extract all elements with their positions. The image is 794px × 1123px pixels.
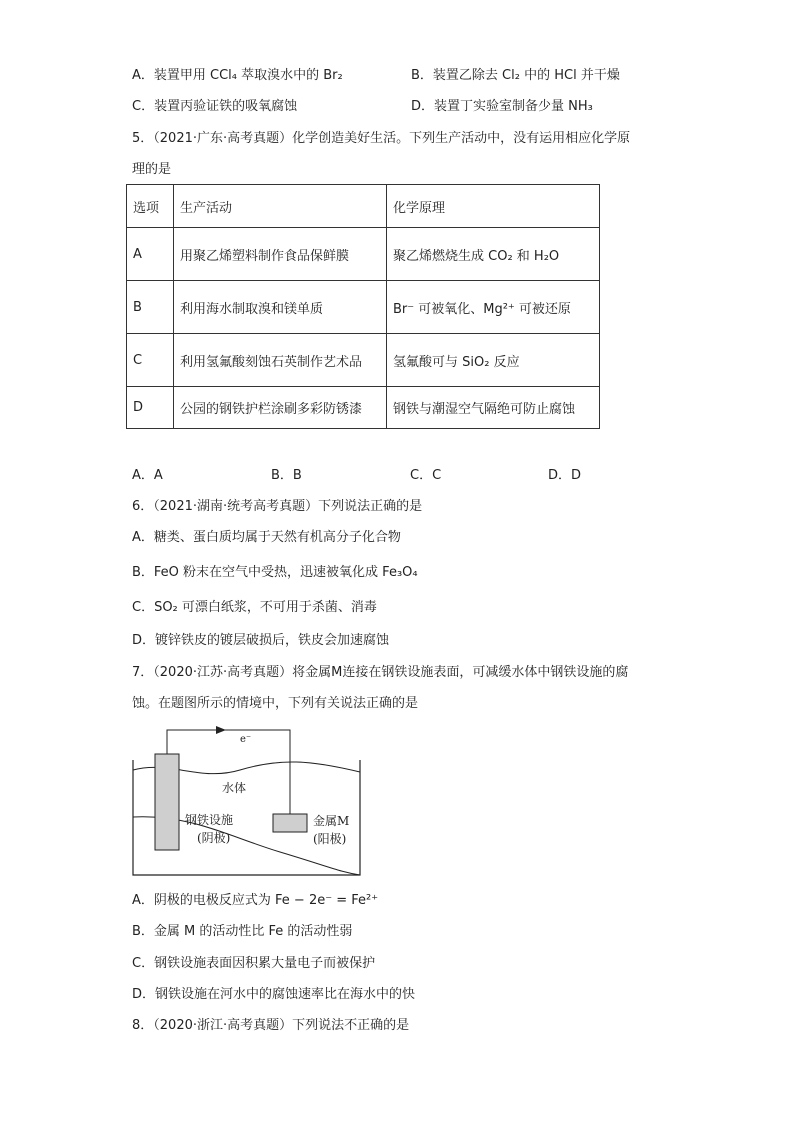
q4-option-c: C．装置丙验证铁的吸氧腐蚀 <box>132 99 298 114</box>
row-principle: Br⁻ 可被氧化、Mg²⁺ 可被还原 <box>387 281 600 334</box>
q4-option-a: A．装置甲用 CCl₄ 萃取溴水中的 Br₂ <box>132 68 343 83</box>
q7-stem-line1: 7．（2020·江苏·高考真题）将金属M连接在钢铁设施表面，可减缓水体中钢铁设施的腐 <box>132 665 629 680</box>
q6-option-b: B．FeO 粉末在空气中受热，迅速被氧化成 Fe₃O₄ <box>132 565 418 580</box>
steel-role-label: (阴极) <box>197 831 231 845</box>
q4-option-d: D．装置丁实验室制备少量 NH₃ <box>411 99 593 114</box>
q4-option-b: B．装置乙除去 Cl₂ 中的 HCl 并干燥 <box>411 68 620 83</box>
q7-option-c: C．钢铁设施表面因积累大量电子而被保护 <box>132 956 376 971</box>
table-row <box>127 281 600 334</box>
corrosion-protection-diagram <box>130 722 365 880</box>
connecting-wire <box>167 730 290 814</box>
q5-choice-a: A．A <box>132 468 163 483</box>
row-activity: 利用海水制取溴和镁单质 <box>174 281 387 334</box>
q5-choice-b: B．B <box>271 468 302 483</box>
q6-stem: 6．（2021·湖南·统考高考真题）下列说法正确的是 <box>132 499 423 514</box>
row-principle: 氢氟酸可与 SiO₂ 反应 <box>387 334 600 387</box>
q5-stem-line1: 5．（2021·广东·高考真题）化学创造美好生活。下列生产活动中，没有运用相应化学原 <box>132 131 631 146</box>
row-principle: 聚乙烯燃烧生成 CO₂ 和 H₂O <box>387 228 600 281</box>
q7-option-b: B．金属 M 的活动性比 Fe 的活动性弱 <box>132 924 353 939</box>
q6-option-c: C．SO₂ 可漂白纸浆，不可用于杀菌、消毒 <box>132 600 377 615</box>
q8-stem: 8．（2020·浙江·高考真题）下列说法不正确的是 <box>132 1018 410 1033</box>
q5-table <box>126 184 600 429</box>
row-principle: 钢铁与潮湿空气隔绝可防止腐蚀 <box>387 387 600 429</box>
row-activity: 用聚乙烯塑料制作食品保鲜膜 <box>174 228 387 281</box>
row-option: B <box>127 281 174 334</box>
header-option: 选项 <box>127 185 174 228</box>
q7-option-a: A．阴极的电极反应式为 Fe − 2e⁻ = Fe²⁺ <box>132 893 379 908</box>
table-header-row <box>127 185 600 228</box>
table-row <box>127 387 600 429</box>
table-row <box>127 228 600 281</box>
metal-m-role-label: (阳极) <box>313 832 347 846</box>
q7-stem-line2: 蚀。在题图所示的情境中，下列有关说法正确的是 <box>132 696 419 711</box>
row-option: C <box>127 334 174 387</box>
water-label: 水体 <box>222 781 247 795</box>
electron-label: e⁻ <box>240 734 252 745</box>
table-row <box>127 334 600 387</box>
header-activity: 生产活动 <box>174 185 387 228</box>
q6-option-d: D．镀锌铁皮的镀层破损后，铁皮会加速腐蚀 <box>132 633 390 648</box>
metal-m-block <box>273 814 307 832</box>
q7-option-d: D．钢铁设施在河水中的腐蚀速率比在海水中的快 <box>132 987 416 1002</box>
q5-stem-line2: 理的是 <box>132 162 172 177</box>
steel-label: 钢铁设施 <box>185 813 234 827</box>
header-principle: 化学原理 <box>387 185 600 228</box>
q5-choice-c: C．C <box>410 468 442 483</box>
steel-facility <box>155 754 179 850</box>
row-activity: 公园的钢铁护栏涂刷多彩防锈漆 <box>174 387 387 429</box>
row-option: D <box>127 387 174 429</box>
metal-m-label: 金属M <box>313 814 350 828</box>
row-option: A <box>127 228 174 281</box>
electron-flow-arrow <box>216 726 226 734</box>
q5-choice-d: D．D <box>548 468 582 483</box>
row-activity: 利用氢氟酸刻蚀石英制作艺术品 <box>174 334 387 387</box>
q6-option-a: A．糖类、蛋白质均属于天然有机高分子化合物 <box>132 530 401 545</box>
